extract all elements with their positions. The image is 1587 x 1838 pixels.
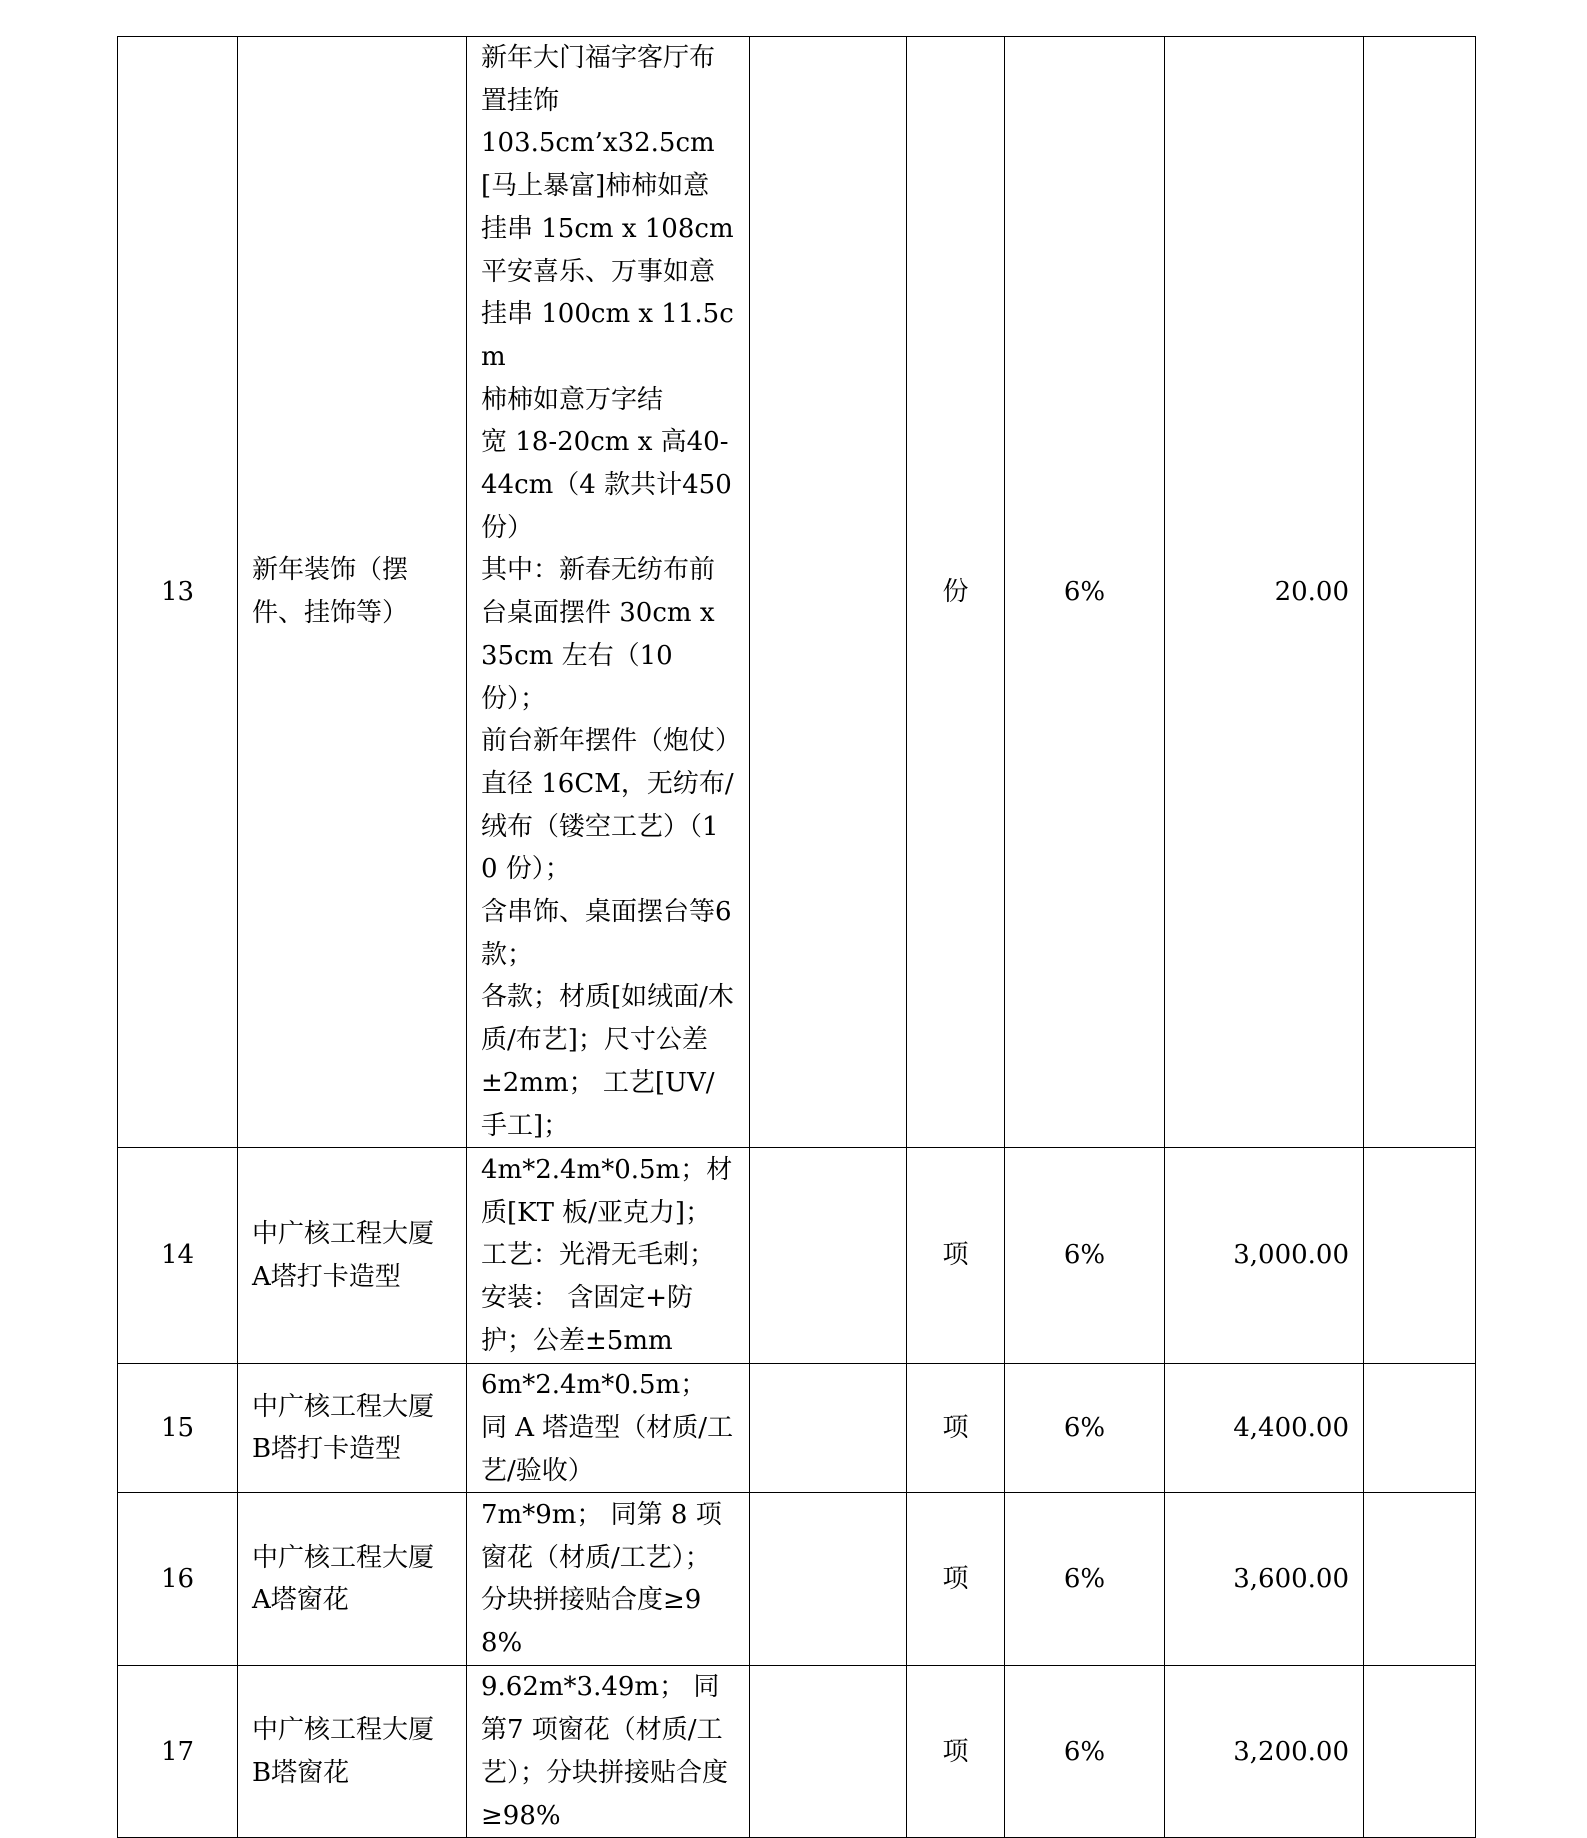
item-spec-cell: 7m*9m； 同第 8 项窗花（材质/工艺）；分块拼接贴合度≥98% (467, 1493, 750, 1666)
item-spec-cell: 9.62m*3.49m； 同第7 项窗花（材质/工艺）；分块拼接贴合度≥98% (467, 1666, 750, 1838)
item-number-cell: 16 (118, 1493, 238, 1666)
item-remark-cell (1364, 37, 1476, 1148)
item-price-cell: 20.00 (1165, 37, 1364, 1148)
empty-cell (750, 1493, 907, 1666)
table-row (118, 1493, 1476, 1666)
item-tax-rate-cell: 6% (1005, 37, 1165, 1148)
item-remark-cell (1364, 1364, 1476, 1493)
item-remark-cell (1364, 1148, 1476, 1364)
item-number-cell: 15 (118, 1364, 238, 1493)
quote-table (117, 36, 1476, 1838)
item-price-cell: 3,600.00 (1165, 1493, 1364, 1666)
item-number-cell: 14 (118, 1148, 238, 1364)
item-price-cell: 3,200.00 (1165, 1666, 1364, 1838)
item-tax-rate-cell: 6% (1005, 1493, 1165, 1666)
item-remark-cell (1364, 1493, 1476, 1666)
item-unit-cell: 项 (907, 1148, 1005, 1364)
item-tax-rate-cell: 6% (1005, 1666, 1165, 1838)
empty-cell (750, 1148, 907, 1364)
item-spec-cell: 4m*2.4m*0.5m；材质[KT 板/亚克力]；工艺：光滑无毛刺；安装： 含固定+防护；公差±5mm (467, 1148, 750, 1364)
table-row (118, 1148, 1476, 1364)
empty-cell (750, 1364, 907, 1493)
item-price-cell: 4,400.00 (1165, 1364, 1364, 1493)
item-name-cell: 中广核工程大厦B塔窗花 (238, 1666, 467, 1838)
item-name-cell: 中广核工程大厦A塔窗花 (238, 1493, 467, 1666)
item-unit-cell: 项 (907, 1364, 1005, 1493)
item-price-cell: 3,000.00 (1165, 1148, 1364, 1364)
table-row (118, 37, 1476, 1148)
item-tax-rate-cell: 6% (1005, 1148, 1165, 1364)
table-row (118, 1364, 1476, 1493)
item-name-cell: 中广核工程大厦A塔打卡造型 (238, 1148, 467, 1364)
item-name-cell: 中广核工程大厦B塔打卡造型 (238, 1364, 467, 1493)
item-spec-cell: 新年大门福字客厅布置挂饰 103.5cm’x32.5cm [马上暴富]柿柿如意挂串 15cm x 108cm 平安喜乐、万事如意挂串 100cm x 11.5cm 柿柿如意万字结 宽 18-20cm x 高40-44cm（4 款共计450 份） 其中：新春无纺布前台桌面摆件 30cm x 35cm 左右（10 份）； 前台新年摆件（炮仗）直径 16CM，无纺布/绒布（镂空工艺）（10 份）； 含串饰、桌面摆台等6 款； 各款；材质[如绒面/木质/布艺]；尺寸公差±2mm； 工艺[UV/手工]； (467, 37, 750, 1148)
item-name-cell: 新年装饰（摆件、挂饰等） (238, 37, 467, 1148)
item-unit-cell: 项 (907, 1666, 1005, 1838)
item-number-cell: 13 (118, 37, 238, 1148)
item-number-cell: 17 (118, 1666, 238, 1838)
item-spec-cell: 6m*2.4m*0.5m； 同 A 塔造型（材质/工艺/验收） (467, 1364, 750, 1493)
item-remark-cell (1364, 1666, 1476, 1838)
item-unit-cell: 份 (907, 37, 1005, 1148)
table-row (118, 1666, 1476, 1838)
empty-cell (750, 37, 907, 1148)
empty-cell (750, 1666, 907, 1838)
item-tax-rate-cell: 6% (1005, 1364, 1165, 1493)
item-unit-cell: 项 (907, 1493, 1005, 1666)
